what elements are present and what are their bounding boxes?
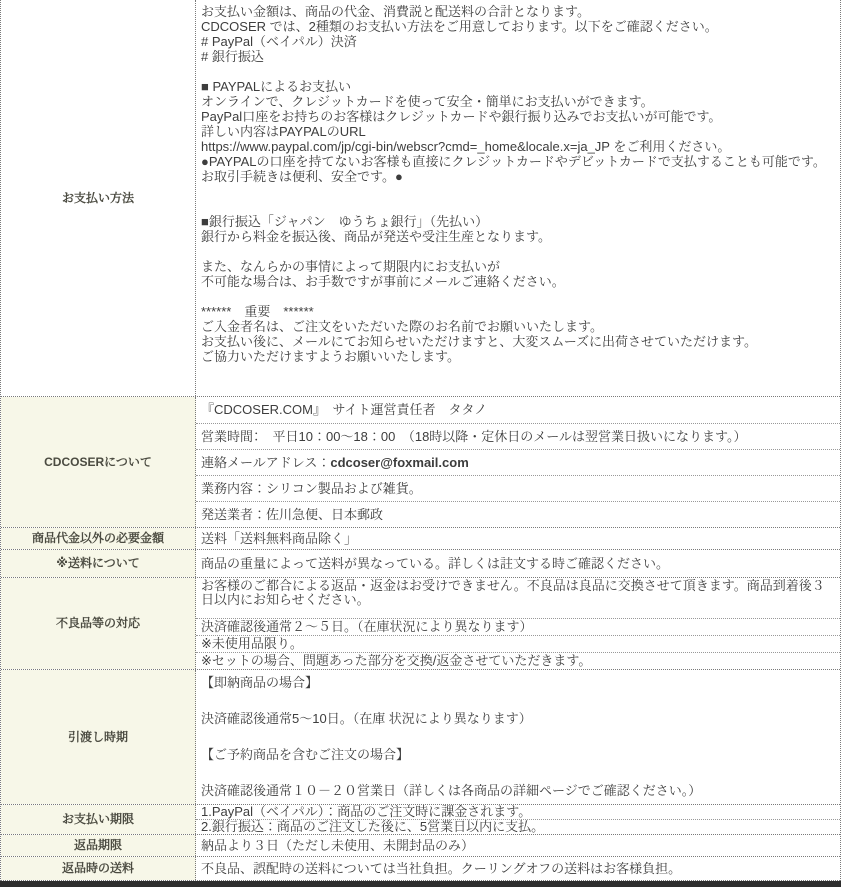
text-line — [201, 199, 836, 214]
business-description-row: 業務内容：シリコン製品および雑貨。 — [196, 475, 840, 501]
text-line: ご協力いただけますようお願いいたします。 — [201, 349, 460, 364]
row-header-about-cdcoser: CDCOSERについて — [1, 397, 196, 527]
text-line: お支払い金額は、商品の代金、消費説と配送料の合計となります。 — [201, 4, 590, 19]
text-line — [201, 692, 836, 710]
text-line — [201, 184, 836, 199]
dark-divider-bar — [0, 881, 841, 887]
text-line: 決済確認後通常１０－２０営業日（詳しくは各商品の詳細ページでご確認ください。） — [201, 783, 702, 798]
paypal-deadline-text: 1.PayPal（ベイパル）：商品のご注文時に課金されます。 — [201, 804, 532, 819]
text-line: PayPal口座をお持ちのお客様はクレジットカードや銀行振り込みでお支払いが可能です。 — [201, 109, 722, 124]
extra-fees-content — [196, 528, 840, 549]
text-line — [201, 64, 836, 79]
row-header-return-shipping: 返品時の送料 — [1, 857, 196, 880]
text-line: ■ PAYPALによるお支払い — [201, 79, 352, 94]
text-line: ■銀行振込「ジャパン ゆうちょ銀行」（先払い） — [201, 214, 489, 229]
row-header-delivery-time: 引渡し時期 — [1, 670, 196, 804]
text-line: https://www.paypal.com/jp/cgi-bin/webscr?cmd=_home&locale.x=ja_JP をご利用ください。 — [201, 139, 731, 154]
exchange-lead-time-text: 決済確認後通常２～５日。（在庫状況により異なります） — [196, 618, 840, 635]
text-line: 銀行から料金を振込後、商品が発送や受注生産となります。 — [201, 229, 551, 244]
payment-method-text — [196, 0, 840, 396]
contact-email-label: 連絡メールアドレス： — [201, 455, 331, 470]
section-delivery-time — [1, 669, 840, 804]
set-exchange-note: ※セットの場合、問題あった部分を交換/返金させていただきます。 — [196, 652, 840, 669]
text-line — [201, 764, 836, 782]
delivery-time-text — [196, 670, 840, 804]
return-deadline-text: 納品より３日（ただし未使用、未開封品のみ） — [201, 838, 475, 853]
text-line: # 銀行振込 — [201, 49, 264, 64]
row-header-about-shipping-fee: ※送料について — [1, 550, 196, 577]
return-shipping-text: 不良品、誤配時の送料については当社負担。クーリングオフの送料はお客様負担。 — [201, 861, 682, 876]
about-shipping-fee-content — [196, 550, 840, 577]
section-extra-fees — [1, 527, 840, 549]
section-defective-items — [1, 577, 840, 669]
text-line: ご入金者名は、ご注文をいただいた際のお名前でお願いいたします。 — [201, 319, 603, 334]
text-line: 決済確認後通常5～10日。（在庫 状況により異なります） — [201, 711, 532, 726]
return-shipping-content — [196, 857, 840, 880]
text-line: ●PAYPALの口座を持てないお客様も直接にクレジットカードやデビットカードで支払することも可能です。 — [201, 154, 826, 169]
row-header-payment-method: お支払い方法 — [1, 0, 196, 396]
text-line: 【即納商品の場合】 — [201, 675, 319, 690]
row-header-return-deadline: 返品期限 — [1, 835, 196, 856]
text-line: ****** 重要 ****** — [201, 304, 314, 319]
site-operator-row: 『CDCOSER.COM』 サイト運営責任者 タタノ — [201, 402, 488, 417]
text-line — [201, 244, 836, 259]
row-header-payment-deadline: お支払い期限 — [1, 805, 196, 834]
extra-fees-text: 送料「送料無料商品除く」 — [201, 531, 358, 546]
business-hours-row: 営業時間： 平日10：00～18：00 （18時以降・定休日のメールは翌営業日扱いになります。） — [196, 423, 840, 449]
text-line: # PayPal（ベイパル）決済 — [201, 34, 357, 49]
row-header-extra-fees: 商品代金以外の必要金額 — [1, 528, 196, 549]
payment-method-content — [196, 0, 840, 396]
return-deadline-content — [196, 835, 840, 856]
section-return-shipping — [1, 856, 840, 881]
delivery-time-content — [196, 670, 840, 804]
contact-email: cdcoser@foxmail.com — [330, 455, 469, 470]
shipping-carrier-row: 発送業者：佐川急便、日本郵政 — [196, 501, 840, 527]
text-line: 不可能な場合は、お手数ですが事前にメールご連絡ください。 — [201, 274, 565, 289]
text-line: 詳しい内容はPAYPALのURL — [201, 124, 366, 139]
text-line: オンラインで、クレジットカードを使って安全・簡単にお支払いができます。 — [201, 94, 654, 109]
text-line: また、なんらかの事情によって期限内にお支払いが — [201, 259, 501, 274]
text-line: お取引手続きは便利、安全です。● — [201, 169, 403, 184]
text-line — [201, 728, 836, 746]
text-line — [201, 289, 836, 304]
about-cdcoser-content — [196, 397, 840, 527]
unused-only-note: ※未使用品限り。 — [196, 635, 840, 652]
section-return-deadline — [1, 834, 840, 856]
payment-deadline-content — [196, 805, 840, 834]
text-line: CDCOSER では、2種類のお支払い方法をご用意しております。以下をご確認ください。 — [201, 19, 718, 34]
section-about-shipping-fee — [1, 549, 840, 577]
return-policy-text: お客様のご都合による返品・返金はお受けできません。不良品は良品に交換させて頂きます。商品到着後３日以内にお知らせください。 — [201, 578, 825, 607]
shipping-fee-note-text: 商品の重量によって送料が異なっている。詳しくは註文する時ご確認ください。 — [201, 556, 670, 571]
section-about-cdcoser — [1, 396, 840, 527]
bank-transfer-deadline-text: 2.銀行振込：商品のご注文した後に、5営業日以内に支払。 — [196, 819, 840, 834]
text-line: お支払い後に、メールにてお知らせいただけますと、大変スムーズに出荷させていただけます。 — [201, 334, 758, 349]
text-line: 【ご予約商品を含むご注文の場合】 — [201, 747, 410, 762]
row-header-defective-items: 不良品等の対応 — [1, 578, 196, 669]
section-payment-method — [1, 0, 840, 396]
contact-email-row — [196, 449, 840, 475]
defective-items-content — [196, 578, 840, 669]
section-payment-deadline — [1, 804, 840, 834]
